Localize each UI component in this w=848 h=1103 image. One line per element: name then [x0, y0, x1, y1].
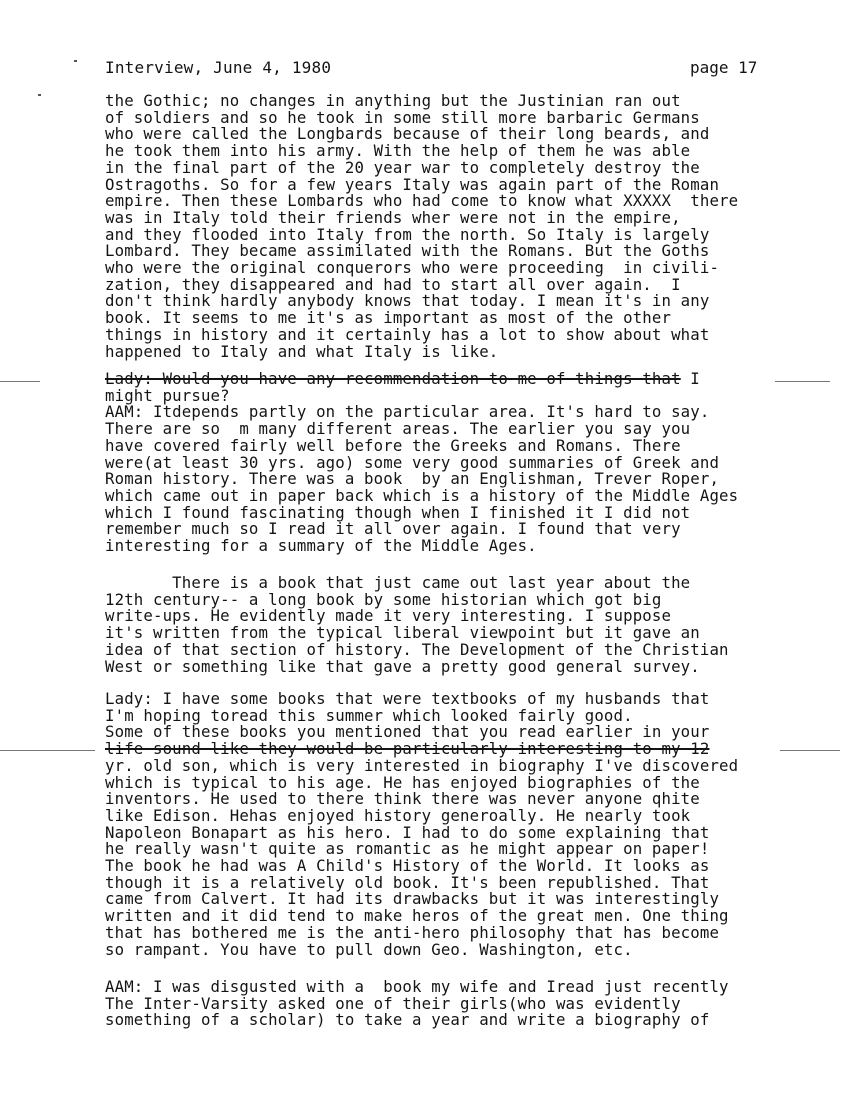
- text-line: Lady: I have some books that were textbooks of my husbands that: [105, 689, 710, 708]
- margin-rule: [0, 381, 40, 382]
- text-line: were(at least 30 yrs. ago) some very good summaries of Greek and: [105, 452, 720, 472]
- speck-mark: [74, 60, 77, 62]
- text-line: book. It seems to me it's as important as most of the other: [105, 308, 672, 328]
- text-line: have covered fairly well before the Greeks and Romans. There: [105, 435, 681, 455]
- text-line: West or something like that gave a pretty good general survey.: [105, 656, 700, 676]
- text-line: don't think hardly anybody knows that today. I mean it's in any: [105, 291, 710, 311]
- text-line: inventors. He used to there think there was never anyone qhite: [105, 789, 700, 809]
- text-line: zation, they disappeared and had to start all over again. I: [105, 274, 681, 294]
- text-line: The Inter-Varsity asked one of their girls(who was evidently: [105, 993, 681, 1013]
- text-line: in the final part of the 20 year war to completely destroy the: [105, 157, 700, 177]
- text-line: 12th century-- a long book by some historian which got big: [105, 589, 662, 609]
- text-line: who were the original conquerors who were proceeding in civili-: [105, 258, 720, 278]
- text-line: which came out in paper back which is a history of the Middle Ages: [105, 485, 739, 505]
- paragraph-5: [105, 979, 805, 1029]
- text-line: he really wasn't quite as romantic as he might appear on paper!: [105, 839, 710, 859]
- text-line: which I found fascinating though when I finished it I did not: [105, 502, 691, 522]
- paragraph-3: [105, 575, 805, 675]
- text-line: who were called the Longbards because of their long beards, and: [105, 124, 710, 144]
- text-line: it's written from the typical liberal viewpoint but it gave an: [105, 623, 700, 643]
- text-line: remember much so I read it all over again. I found that very: [105, 519, 681, 539]
- strikethrough-text: Lady: Would you have any recommendation to me of things that: [105, 369, 681, 388]
- text-line: of soldiers and so he took in some still more barbaric Germans: [105, 107, 700, 127]
- text-line: that has bothered me is the anti-hero philosophy that has become: [105, 922, 720, 942]
- text-line: written and it did tend to make heros of the great men. One thing: [105, 906, 729, 926]
- text-fragment: I: [680, 369, 700, 388]
- text-line: might pursue?: [105, 385, 230, 405]
- text-line: yr. old son, which is very interested in biography I've discovered: [105, 755, 739, 775]
- text-line: Ostragoths. So for a few years Italy was again part of the Roman: [105, 174, 720, 194]
- text-line: though it is a relatively old book. It's been republished. That: [105, 872, 710, 892]
- strikethrough-text: life sound like they would be particularly interesting to my 12: [105, 739, 710, 759]
- text-line: the Gothic; no changes in anything but the Justinian ran out: [105, 91, 681, 110]
- text-line: something of a scholar) to take a year and write a biography of: [105, 1010, 710, 1030]
- text-line: idea of that section of history. The Development of the Christian: [105, 639, 729, 659]
- paragraph-2: [105, 371, 805, 555]
- paragraph-4: [105, 691, 805, 958]
- text-line: AAM: Itdepends partly on the particular area. It's hard to say.: [105, 402, 710, 422]
- text-line: so rampant. You have to pull down Geo. Washington, etc.: [105, 939, 633, 959]
- text-line: and they flooded into Italy from the north. So Italy is largely: [105, 224, 710, 244]
- text-line: Napoleon Bonapart as his hero. I had to do some explaining that: [105, 822, 710, 842]
- page-number: page 17: [690, 58, 758, 77]
- text-line: I'm hoping toread this summer which looked fairly good.: [105, 705, 633, 725]
- text-line: empire. Then these Lombards who had come to know what XXXXX there: [105, 191, 739, 211]
- text-line: write-ups. He evidently made it very interesting. I suppose: [105, 606, 672, 626]
- text-line: was in Italy told their friends wher were not in the empire,: [105, 207, 681, 227]
- margin-rule: [0, 750, 95, 751]
- page-header-title: Interview, June 4, 1980: [105, 58, 332, 77]
- text-line: Lombard. They became assimilated with the Romans. But the Goths: [105, 241, 710, 261]
- text-line: The book he had was A Child's History of the World. It looks as: [105, 856, 710, 876]
- text-line: happened to Italy and what Italy is like.: [105, 341, 499, 361]
- text-line: he took them into his army. With the help of them he was able: [105, 141, 691, 161]
- paragraph-1: [105, 93, 805, 360]
- text-line: Some of these books you mentioned that you read earlier in your: [105, 722, 710, 742]
- text-line: which is typical to his age. He has enjoyed biographies of the: [105, 772, 700, 792]
- speck-mark: [38, 94, 41, 96]
- text-line: came from Calvert. It had its drawbacks but it was interestingly: [105, 889, 720, 909]
- text-line: There are so m many different areas. The earlier you say you: [105, 419, 691, 439]
- text-line: like Edison. Hehas enjoyed history generoally. He nearly took: [105, 805, 691, 825]
- text-line: interesting for a summary of the Middle Ages.: [105, 536, 537, 556]
- text-line: things in history and it certainly has a lot to show about what: [105, 324, 710, 344]
- text-line: Roman history. There was a book by an Englishman, Trever Roper,: [105, 469, 720, 489]
- text-line: AAM: I was disgusted with a book my wife and Iread just recently: [105, 977, 729, 996]
- text-line: There is a book that just came out last year about the: [105, 573, 691, 592]
